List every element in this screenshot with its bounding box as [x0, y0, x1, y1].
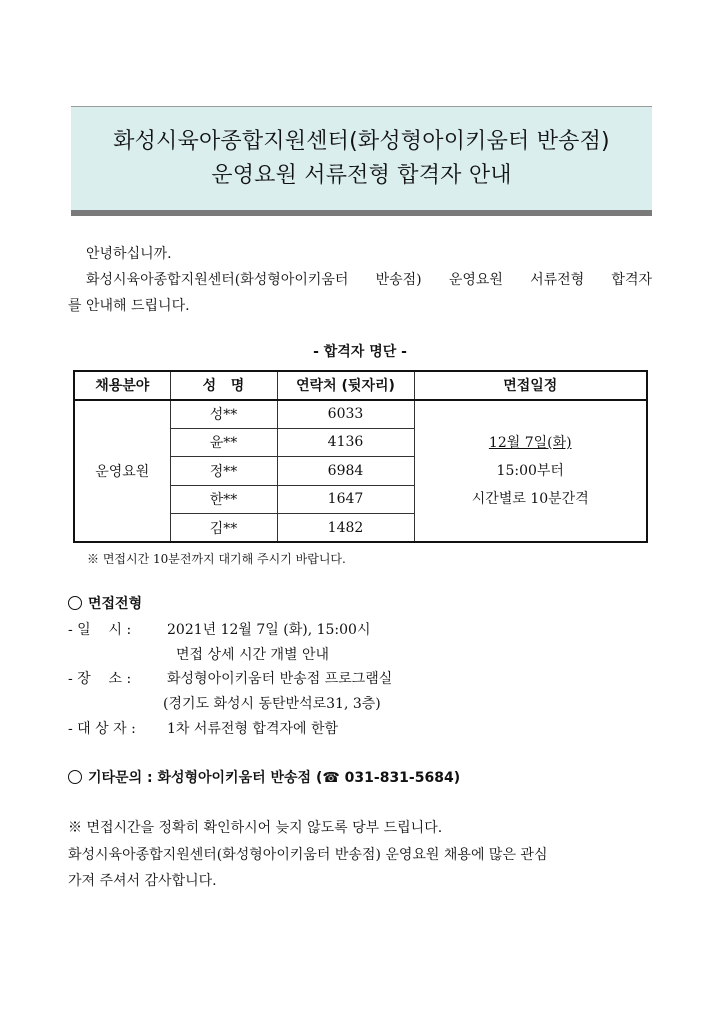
- header-field: 채용분야: [74, 371, 170, 400]
- phone-cell: 1482: [277, 514, 414, 543]
- circle-bullet-icon: [68, 596, 82, 610]
- schedule-interval: 시간별로 10분간격: [471, 490, 589, 507]
- date-value: 2021년 12월 7일 (화), 15:00시: [167, 622, 371, 638]
- phone-cell: 6984: [277, 457, 414, 486]
- name-cell: 정**: [170, 457, 277, 486]
- roster-table: [73, 370, 648, 543]
- greeting: 안녕하십니까.: [86, 246, 172, 262]
- place-sub: (경기도 화성시 동탄반석로31, 3층): [163, 696, 381, 712]
- date-sub: 면접 상세 시간 개별 안내: [176, 647, 330, 663]
- closing-line-1: 화성시육아종합지원센터(화성형아이키움터 반송점) 운영요원 채용에 많은 관심: [68, 847, 548, 863]
- header-phone: 연락처 (뒷자리): [277, 371, 414, 400]
- interview-place-row: [0, 669, 720, 689]
- field-cell: 운영요원: [74, 400, 170, 543]
- schedule-time: 15:00부터: [496, 462, 564, 479]
- table-note: ※ 면접시간 10분전까지 대기해 주시기 바랍니다.: [87, 552, 346, 566]
- date-label: - 일 시 :: [68, 622, 132, 638]
- interview-heading: 면접전형: [68, 594, 142, 614]
- intro-line-2: 를 안내해 드립니다.: [68, 298, 190, 314]
- circle-bullet-icon: [68, 770, 82, 784]
- closing-note: ※ 면접시간을 정확히 확인하시어 늦지 않도록 당부 드립니다.: [68, 820, 443, 836]
- name-cell: 한**: [170, 485, 277, 514]
- place-value: 화성형아이키움터 반송점 프로그램실: [167, 671, 393, 687]
- phone-cell: 1647: [277, 485, 414, 514]
- title-line-1: 화성시육아종합지원센터(화성형아이키움터 반송점): [113, 128, 610, 154]
- intro-line-1: 화성시육아종합지원센터(화성형아이키움터 반송점) 운영요원 서류전형 합격자: [86, 272, 652, 288]
- schedule-date: 12월 7일(화): [488, 434, 572, 451]
- inquiry-heading: 기타문의 : 화성형아이키움터 반송점 (☎ 031-831-5684): [68, 768, 460, 788]
- list-title: - 합격자 명단 -: [313, 344, 407, 360]
- place-label: - 장 소 :: [68, 671, 132, 687]
- table-header-row: [74, 371, 647, 400]
- phone-cell: 6033: [277, 400, 414, 429]
- table-row: [74, 400, 647, 429]
- target-value: 1차 서류전형 합격자에 한함: [167, 721, 339, 737]
- closing-line-2: 가져 주셔서 감사합니다.: [68, 873, 217, 889]
- header-schedule: 면접일정: [414, 371, 647, 400]
- interview-date-row: [0, 620, 720, 640]
- schedule-cell: [414, 400, 647, 543]
- target-label: - 대 상 자 :: [68, 721, 136, 737]
- title-line-2: 운영요원 서류전형 합격자 안내: [211, 162, 512, 188]
- title-box: [71, 106, 652, 216]
- interview-target-row: [0, 719, 720, 739]
- header-name: 성 명: [170, 371, 277, 400]
- name-cell: 윤**: [170, 428, 277, 457]
- phone-cell: 4136: [277, 428, 414, 457]
- name-cell: 성**: [170, 400, 277, 429]
- name-cell: 김**: [170, 514, 277, 543]
